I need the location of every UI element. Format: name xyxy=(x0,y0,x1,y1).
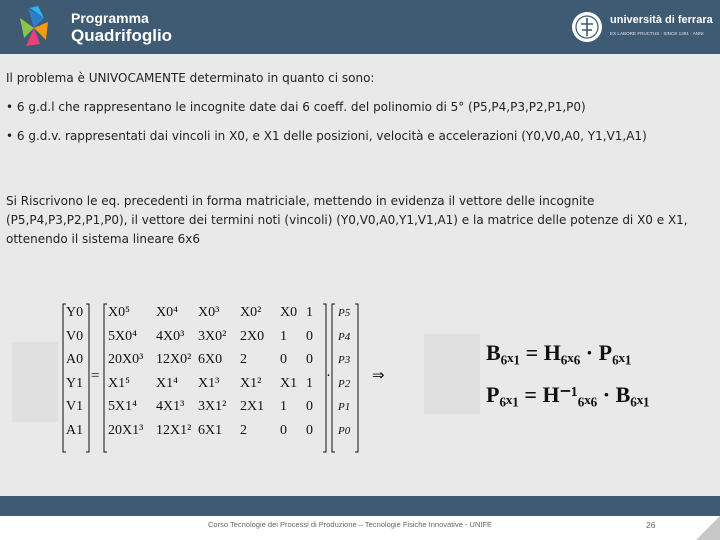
matrix-cell: 3X0² xyxy=(198,328,227,344)
footer-bar xyxy=(0,496,720,516)
matrix-cell: X0⁴ xyxy=(156,305,178,320)
matrix-paragraph: Si Riscrivono le eq. precedenti in forma matriciale, mettendo in evidenza il vettore delle incognite (P5,P4,P3,P2,P1,P0), il vettore dei termini noti (vincoli) (Y0,V0,A0,Y1,V1,A1) e la matrice delle potenze di X0 e X1, ottenendo il sistema lineare 6x6 xyxy=(6,194,688,246)
matrix-cell: X1³ xyxy=(198,375,220,391)
matrix-cell: 0 xyxy=(280,422,287,438)
rhs-entry: P5 xyxy=(338,307,351,319)
matrix-cell: X1 xyxy=(280,375,298,391)
lhs-entry: V1 xyxy=(66,399,84,414)
rhs-entry: P4 xyxy=(338,330,351,343)
formula-p-equals-hinvb xyxy=(486,382,650,408)
intro-text: Il problema è UNIVOCAMENTE determinato in quanto ci sono: xyxy=(6,71,375,85)
matrix-cell: 0 xyxy=(306,399,313,414)
equals-sign: = xyxy=(91,368,100,384)
matrix-cell: 20X1³ xyxy=(108,422,144,438)
matrix-cell: X0⁵ xyxy=(108,305,130,320)
matrix-cell: 6X0 xyxy=(198,352,223,367)
dot-operator: · xyxy=(326,368,331,384)
brand-line2: Quadrifoglio xyxy=(71,26,173,45)
rhs-entry: P1 xyxy=(338,401,351,413)
rhs-entry: P3 xyxy=(338,354,351,366)
matrix-cell: 20X0³ xyxy=(108,352,144,367)
rhs-entry: P0 xyxy=(338,424,351,437)
rhs-entry: P2 xyxy=(338,377,351,390)
matrix-cell: 1 xyxy=(306,375,313,391)
lhs-entry: Y0 xyxy=(66,305,84,320)
matrix-cell: 2X0 xyxy=(240,328,265,344)
matrix-cell: 1 xyxy=(306,305,313,320)
matrix-cell: 0 xyxy=(306,422,313,438)
matrix-cell: 5X1⁴ xyxy=(108,399,137,414)
matrix-cell: 6X1 xyxy=(198,422,223,438)
matrix-cell: 1 xyxy=(280,328,287,344)
matrix-cell: X1⁴ xyxy=(156,375,178,391)
matrix-cell: 0 xyxy=(306,352,313,367)
formula-2-text: P₆ₓ₁ = H⁻¹₆ₓ₆ · B₆ₓ₁ xyxy=(486,382,650,407)
page-corner-icon xyxy=(696,516,720,540)
matrix-cell: X0 xyxy=(280,305,298,320)
matrix-cell: 4X1³ xyxy=(156,399,185,414)
matrix-cell: 2 xyxy=(240,352,247,367)
matrix-cell: 2 xyxy=(240,422,247,438)
lhs-entry: Y1 xyxy=(66,375,84,391)
matrix-cell: 5X0⁴ xyxy=(108,328,137,344)
matrix-cell: 12X0² xyxy=(156,352,192,367)
university-name: università di ferrara xyxy=(610,14,713,26)
lhs-entry: V0 xyxy=(66,328,84,344)
matrix-cell: 4X0³ xyxy=(156,328,185,344)
course-footer: Corso Tecnologie dei Processi di Produzione – Tecnologie Fisiche Innovative - UNIFE xyxy=(208,520,493,529)
matrix-cell: X0³ xyxy=(198,305,220,320)
bullet-gdl: • 6 g.d.l che rappresentano le incognite date dai 6 coeff. del polinomio di 5° (P5,P4,P3,P2,P1,P0) xyxy=(6,100,586,114)
bullet-gdv: • 6 g.d.v. rappresentati dai vincoli in X0, e X1 delle posizioni, velocità e accelerazioni (Y0,V0,A0, Y1,V1,A1) xyxy=(6,129,647,143)
matrix-cell: 0 xyxy=(280,352,287,367)
page-number: 26 xyxy=(646,520,656,530)
university-motto: EX LABORE FRUCTUS · SINCE 1391 · ANNI xyxy=(610,31,704,36)
matrix-cell: 3X1² xyxy=(198,399,227,414)
matrix-cell: X0² xyxy=(240,305,262,320)
formula-b-equals-hp xyxy=(486,340,632,366)
formula-1-text: B₆ₓ₁ = H₆ₓ₆ · P₆ₓ₁ xyxy=(486,340,632,365)
lhs-entry: A0 xyxy=(66,352,84,367)
matrix-cell: X1⁵ xyxy=(108,375,130,391)
implies-arrow: ⇒ xyxy=(372,368,385,384)
matrix-cell: 1 xyxy=(280,399,287,414)
lhs-entry: A1 xyxy=(66,422,84,438)
matrix-cell: 0 xyxy=(306,328,313,344)
matrix-cell: 12X1² xyxy=(156,422,192,438)
matrix-cell: X1² xyxy=(240,375,262,391)
matrix-cell: 2X1 xyxy=(240,399,265,414)
brand-line1: Programma xyxy=(71,10,149,26)
